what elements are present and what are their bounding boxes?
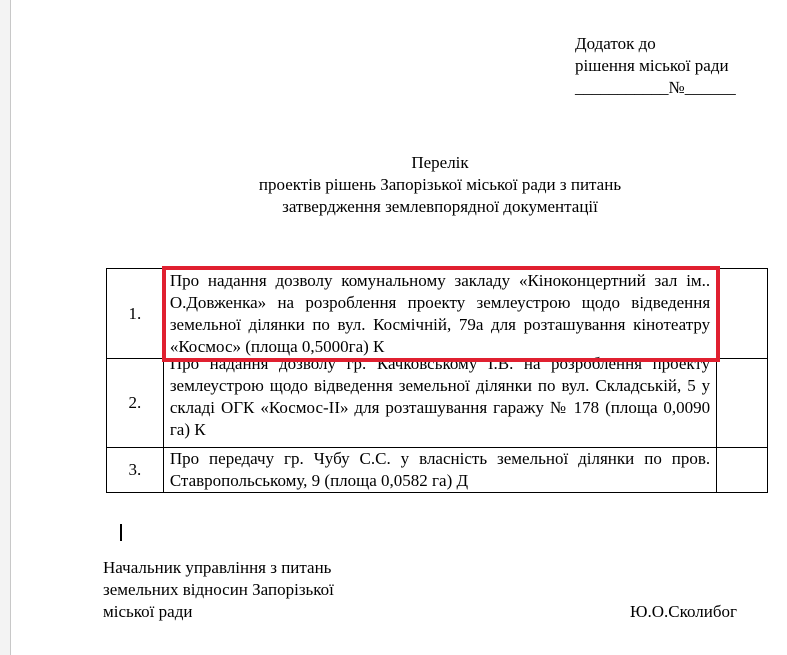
signature-name: Ю.О.Сколибог: [630, 602, 737, 621]
row-extra-cell: [717, 359, 768, 448]
row-text[interactable]: [163, 354, 716, 448]
title-line-2: проектів рішень Запорізької міської ради з питань: [258, 175, 622, 194]
appendix-line-3: ___________№______: [575, 78, 736, 97]
row-number: 2.: [107, 359, 164, 448]
row-number: 3.: [107, 448, 164, 493]
row-text[interactable]: [163, 448, 716, 493]
table-row: [107, 359, 768, 448]
row-text[interactable]: [163, 269, 716, 359]
table-row: [107, 448, 768, 493]
row-text-content: Про надання дозволу гр. Качковському І.В. на розроблення проекту землеустрою щодо відведення земельної ділянки по вул. Складській, 5 у складі ОГК «Космос-ІІ» для розташування гаражу № 178 (площа 0,0090 га) К: [169, 354, 711, 439]
page-margin: [0, 0, 11, 655]
appendix-line-2: рішення міської ради: [575, 56, 729, 75]
document-title: [180, 152, 700, 218]
signature-title-line-2: земельних відносин Запорізької: [103, 580, 334, 599]
row-text-content: Про передачу гр. Чубу С.С. у власність земельної ділянки по пров. Ставропольському, 9 (площа 0,0582 га) Д: [169, 449, 711, 490]
row-extra-cell: [717, 448, 768, 493]
signature-title-line-1: Начальник управління з питань: [103, 558, 332, 577]
title-line-1: Перелік: [411, 153, 469, 172]
row-text-content: Про надання дозволу комунальному закладу «Кіноконцертний зал ім.. О.Довженка» на розроблення проекту землеустрою щодо відведення земельної ділянки по вул. Космічній, 79а для розташування кінотеатру «Космос» (площа 0,5000га) К: [169, 270, 711, 356]
signature-title-line-3: міської ради: [103, 602, 193, 621]
signature-title: [103, 557, 334, 623]
appendix-line-1: Додаток до: [575, 34, 656, 53]
decisions-table: [106, 268, 768, 493]
title-line-3: затвердження землевпорядної документації: [282, 197, 598, 216]
row-extra-cell: [717, 269, 768, 359]
table-row: [107, 269, 768, 359]
row-number: 1.: [107, 269, 164, 359]
text-cursor: [120, 524, 122, 541]
appendix-block: [575, 33, 736, 99]
